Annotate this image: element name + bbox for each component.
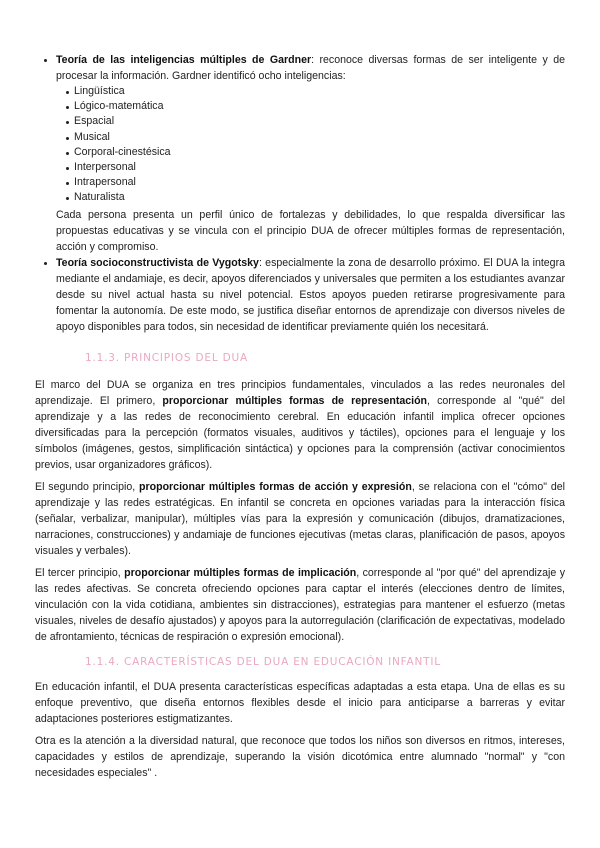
paragraph-principio-3 bbox=[35, 565, 565, 645]
paragraph-caracteristicas-2: Otra es la atención a la diversidad natural, que reconoce que todos los niños son diversos en ritmos, intereses, capacidades y estilos de aprendizaje, superando la visión dicotómica entre alumnado "normal" y "con necesidades especiales" . bbox=[35, 734, 565, 779]
list-item: Intrapersonal bbox=[74, 175, 565, 190]
text-run: El marco del DUA se organiza en tres principios fundamentales, vinculados a las redes neuronales del aprendizaje. El primero, bbox=[35, 378, 565, 407]
list-item: Lógico-matemática bbox=[74, 99, 565, 114]
text-run: , corresponde al "por qué" del aprendizaje y las redes afectivas. Se concreta ofreciendo opciones para captar el interés (elecciones dentro de límites, vinculación con la vida cotidiana, ambientes sin distracciones), estrategias para mantener el esfuerzo (metas visuales, niveles de desafío ajustados) y apoyos para la autorregulación (clarificación de expectativas, modelado de afrontamiento, técnicas de respiración o expresión emocional). bbox=[35, 566, 565, 643]
section-heading-caracteristicas: 1.1.4. CARACTERÍSTICAS DEL DUA EN EDUCACIÓN INFANTIL bbox=[85, 655, 441, 668]
bold-term: proporcionar múltiples formas de acción y expresión bbox=[139, 480, 412, 493]
paragraph-caracteristicas-1: En educación infantil, el DUA presenta características específicas adaptadas a esta etapa. Una de ellas es su enfoque preventivo, que diseña entornos flexibles desde el inicio para anticiparse a barreras y evitar adaptaciones posteriores estigmatizantes. bbox=[35, 680, 565, 725]
gardner-title: Teoría de las inteligencias múltiples de Gardner bbox=[56, 54, 312, 66]
text-run: , corresponde al "qué" del aprendizaje y a las redes de reconocimiento cerebral. En educación infantil implica ofrecer opciones diversificadas para la percepción (formatos visuales, auditivos y táctiles), opciones para el lenguaje y los símbolos (imágenes, gestos, simplificación sintáctica) y opciones para la comprensión (activar conocimientos previos, usar organizadores gráficos). bbox=[35, 394, 565, 471]
text-run: , se relaciona con el "cómo" del aprendizaje y las redes estratégicas. En infantil se concreta en opciones variadas para la interacción física (señalar, verbalizar, manipular), múltiples vías para la expresión y comunicación (dibujos, dramatizaciones, narraciones, construcciones) y andamiaje de funciones ejecutivas (metas claras, planificación de pasos, apoyos visuales y verbales). bbox=[35, 480, 565, 557]
text-run: El segundo principio, bbox=[35, 480, 140, 493]
gardner-closing: Cada persona presenta un perfil único de fortalezas y debilidades, lo que respalda diversificar las propuestas educativas y se vincula con el principio DUA de ofrecer múltiples formas de representación, acción y compromiso. bbox=[56, 208, 565, 253]
vygotsky-text: : especialmente la zona de desarrollo próximo. El DUA la integra mediante el andamiaje, es decir, apoyos diferenciados y universales que permiten a los estudiantes avanzar desde su nivel actual hasta su nivel potencial. Estos apoyos pueden retirarse progresivamente para fomentar la autonomía. De este modo, se justifica diseñar entornos de aprendizaje con diversos niveles de apoyo disponibles para todos, sin necesidad de identificar previamente quién los necesitará. bbox=[56, 256, 565, 333]
list-item: Interpersonal bbox=[74, 160, 565, 175]
list-item-gardner bbox=[56, 52, 565, 255]
paragraph-principio-1 bbox=[35, 377, 565, 473]
text-run: El tercer principio, bbox=[35, 566, 125, 579]
bold-term: proporcionar múltiples formas de representación bbox=[162, 394, 428, 407]
section-heading-principios: 1.1.3. PRINCIPIOS DEL DUA bbox=[85, 351, 248, 364]
theories-list bbox=[35, 52, 565, 335]
list-item: Corporal-cinestésica bbox=[74, 145, 565, 160]
list-item: Lingüística bbox=[74, 84, 565, 99]
intelligences-list bbox=[56, 84, 565, 206]
list-item-vygotsky bbox=[56, 255, 565, 335]
list-item: Musical bbox=[74, 130, 565, 145]
paragraph-principio-2 bbox=[35, 479, 565, 559]
list-item: Naturalista bbox=[74, 190, 565, 205]
list-item: Espacial bbox=[74, 114, 565, 129]
bold-term: proporcionar múltiples formas de implicación bbox=[124, 566, 357, 579]
gardner-intro: : reconoce diversas formas de ser inteligente y de procesar la información. Gardner identificó ocho inteligencias: bbox=[56, 54, 565, 82]
document-page bbox=[35, 52, 565, 781]
vygotsky-title: Teoría socioconstructivista de Vygotsky bbox=[56, 256, 259, 269]
